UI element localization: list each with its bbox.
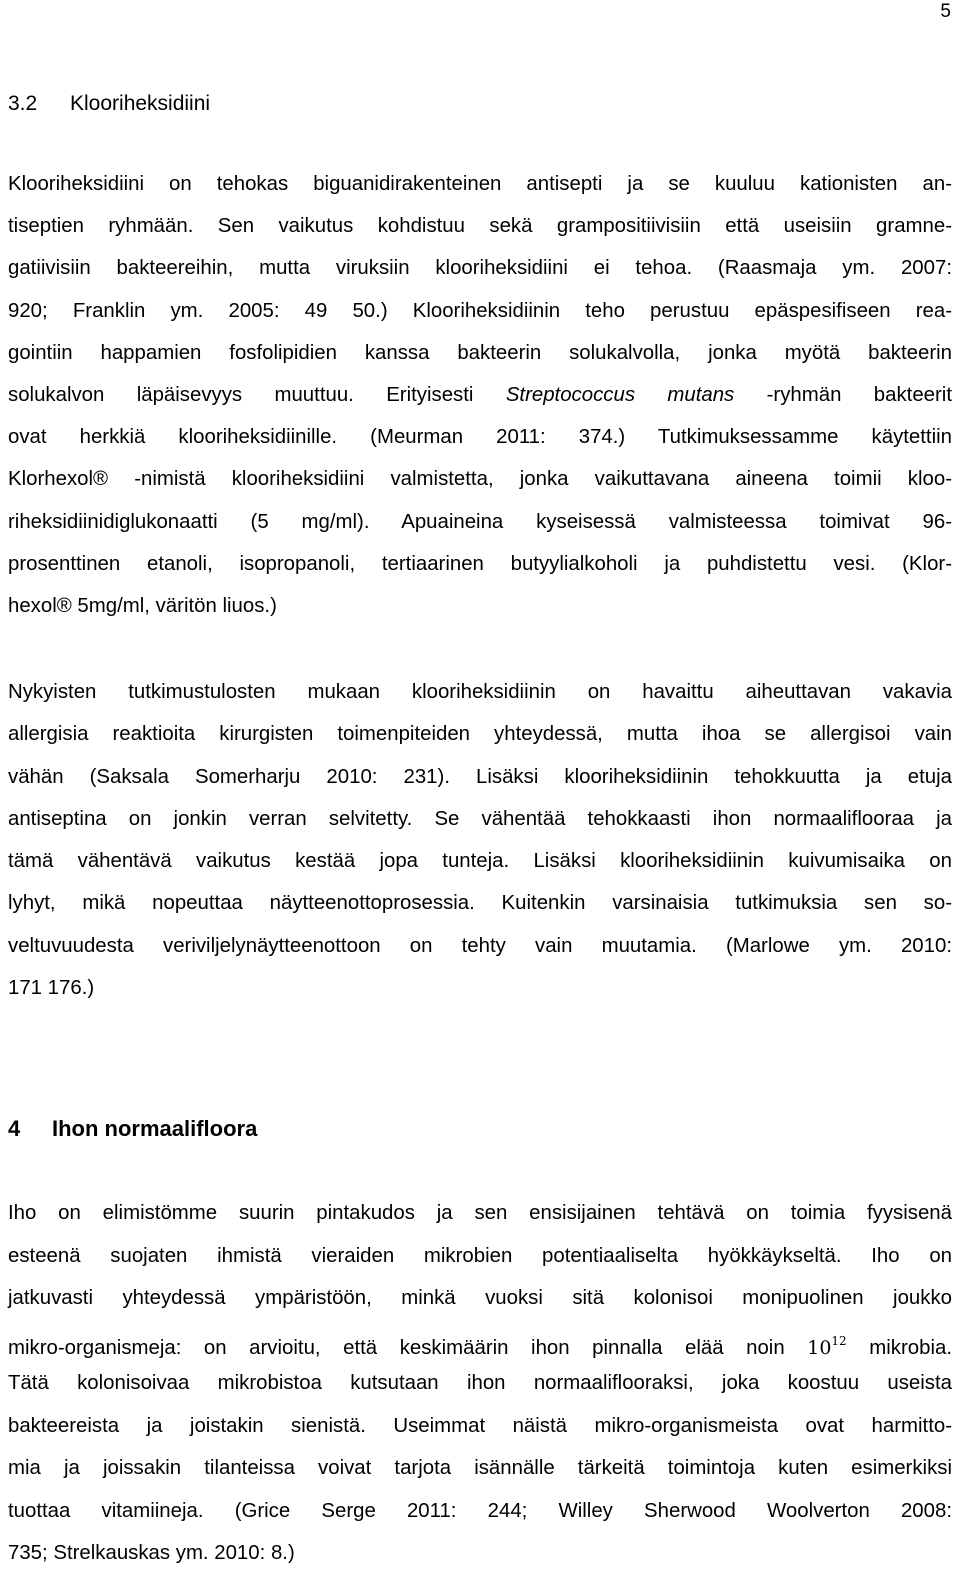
text-line: allergisia reaktioita kirurgisten toimenpiteiden yhteydessä, mutta ihoa se allergisoi vain — [8, 723, 952, 746]
text-line: prosenttinen etanoli, isopropanoli, tertiaarinen butyylialkoholi ja puhdistettu vesi. (Klor- — [8, 552, 952, 575]
text-line: mia ja joissakin tilanteissa voivat tarjota isännälle tärkeitä toimintoja kuten esimerkiksi — [8, 1457, 952, 1479]
text-line: Nykyisten tutkimustulosten mukaan klooriheksidiinin on havaittu aiheuttavan vakavia — [8, 681, 952, 703]
chapter-heading — [8, 1114, 257, 1144]
text-line: tämä vähentävä vaikutus kestää jopa tunteja. Lisäksi klooriheksidiinin kuivumisaika on — [8, 850, 952, 873]
chapter-title: Ihon normaalifloora — [52, 1116, 258, 1141]
math-base: 10 — [807, 1336, 832, 1359]
species-name: Streptococcus mutans — [505, 383, 735, 406]
text-line: tiseptien ryhmään. Sen vaikutus kohdistuu sekä grampositiivisiin että useisiin gramne- — [8, 215, 952, 238]
math-exponent: 12 — [831, 1333, 847, 1348]
text-segment: mikro-organismeja: on arvioitu, että keskimäärin ihon pinnalla elää noin — [8, 1336, 785, 1359]
paragraph-chlorhexidine — [8, 163, 952, 627]
math-expression — [807, 1333, 847, 1359]
text-line: gatiivisiin bakteereihin, mutta viruksiin klooriheksidiini ei tehoa. (Raasmaja ym. 2007: — [8, 257, 952, 280]
page-number: 5 — [940, 1, 951, 22]
text-line: lyhyt, mikä nopeuttaa näytteenottoprosessia. Kuitenkin varsinaisia tutkimuksia sen so- — [8, 892, 952, 915]
text-line: Tätä kolonisoivaa mikrobistoa kutsutaan ihon normaaliflooraksi, joka koostuu useista — [8, 1372, 952, 1394]
text-segment: mikrobia. — [869, 1336, 952, 1359]
text-segment: solukalvon läpäisevyys muuttuu. Erityisesti — [8, 383, 474, 406]
text-line: gointiin happamien fosfolipidien kanssa bakteerin solukalvolla, jonka myötä bakteerin — [8, 341, 952, 364]
section-number: 3.2 — [8, 92, 38, 115]
text-line: ovat herkkiä klooriheksidiinille. (Meurman 2011: 374.) Tutkimuksessamme käytettiin — [8, 426, 952, 449]
text-line: bakteereista ja joistakin sienistä. Useimmat näistä mikro-organismeista ovat harmitto- — [8, 1414, 952, 1437]
text-line: riheksidiinidiglukonaatti (5 mg/ml). Apuaineina kyseisessä valmisteessa toimivat 96- — [8, 510, 952, 533]
text-line: Klooriheksidiini on tehokas biguanidirakenteinen antisepti ja se kuuluu kationisten an- — [8, 173, 952, 195]
text-line: tuottaa vitamiineja. (Grice Serge 2011: 244; Willey Sherwood Woolverton 2008: — [8, 1499, 952, 1522]
section-title: Klooriheksidiini — [70, 92, 211, 115]
text-line: esteenä suojaten ihmistä vieraiden mikrobien potentiaaliselta hyökkäykseltä. Iho on — [8, 1244, 952, 1267]
text-line: 920; Franklin ym. 2005: 49 50.) Klooriheksidiinin teho perustuu epäspesifiseen rea- — [8, 299, 952, 322]
section-heading — [8, 90, 210, 118]
text-line: antiseptina on jonkin verran selvitetty. Se vähentää tehokkaasti ihon normaaliflooraa ja — [8, 807, 952, 830]
text-line: Iho on elimistömme suurin pintakudos ja sen ensisijainen tehtävä on toimia fyysisenä — [8, 1202, 952, 1224]
text-line: 171 176.) — [8, 977, 95, 1000]
paragraph-research — [8, 671, 952, 1009]
text-line: vähän (Saksala Somerharju 2010: 231). Lisäksi klooriheksidiinin tehokkuutta ja etuja — [8, 765, 952, 788]
text-line: jatkuvasti yhteydessä ympäristöön, minkä vuoksi sitä kolonisoi monipuolinen joukko — [8, 1287, 952, 1309]
chapter-number: 4 — [8, 1116, 21, 1141]
text-line: 735; Strelkauskas ym. 2010: 8.) — [8, 1542, 295, 1564]
text-segment: -ryhmän bakteerit — [766, 383, 952, 406]
text-line-mixed — [8, 1320, 952, 1363]
text-line: Klorhexol® -nimistä klooriheksidiini valmistetta, jonka vaikuttavana aineena toimii kloo- — [8, 468, 952, 491]
text-line-mixed — [8, 374, 952, 416]
paragraph-skin-flora — [8, 1192, 952, 1575]
text-line: veltuvuudesta veriviljelynäytteenottoon on tehty vain muutamia. (Marlowe ym. 2010: — [8, 934, 952, 957]
text-line: hexol® 5mg/ml, väritön liuos.) — [8, 594, 277, 617]
